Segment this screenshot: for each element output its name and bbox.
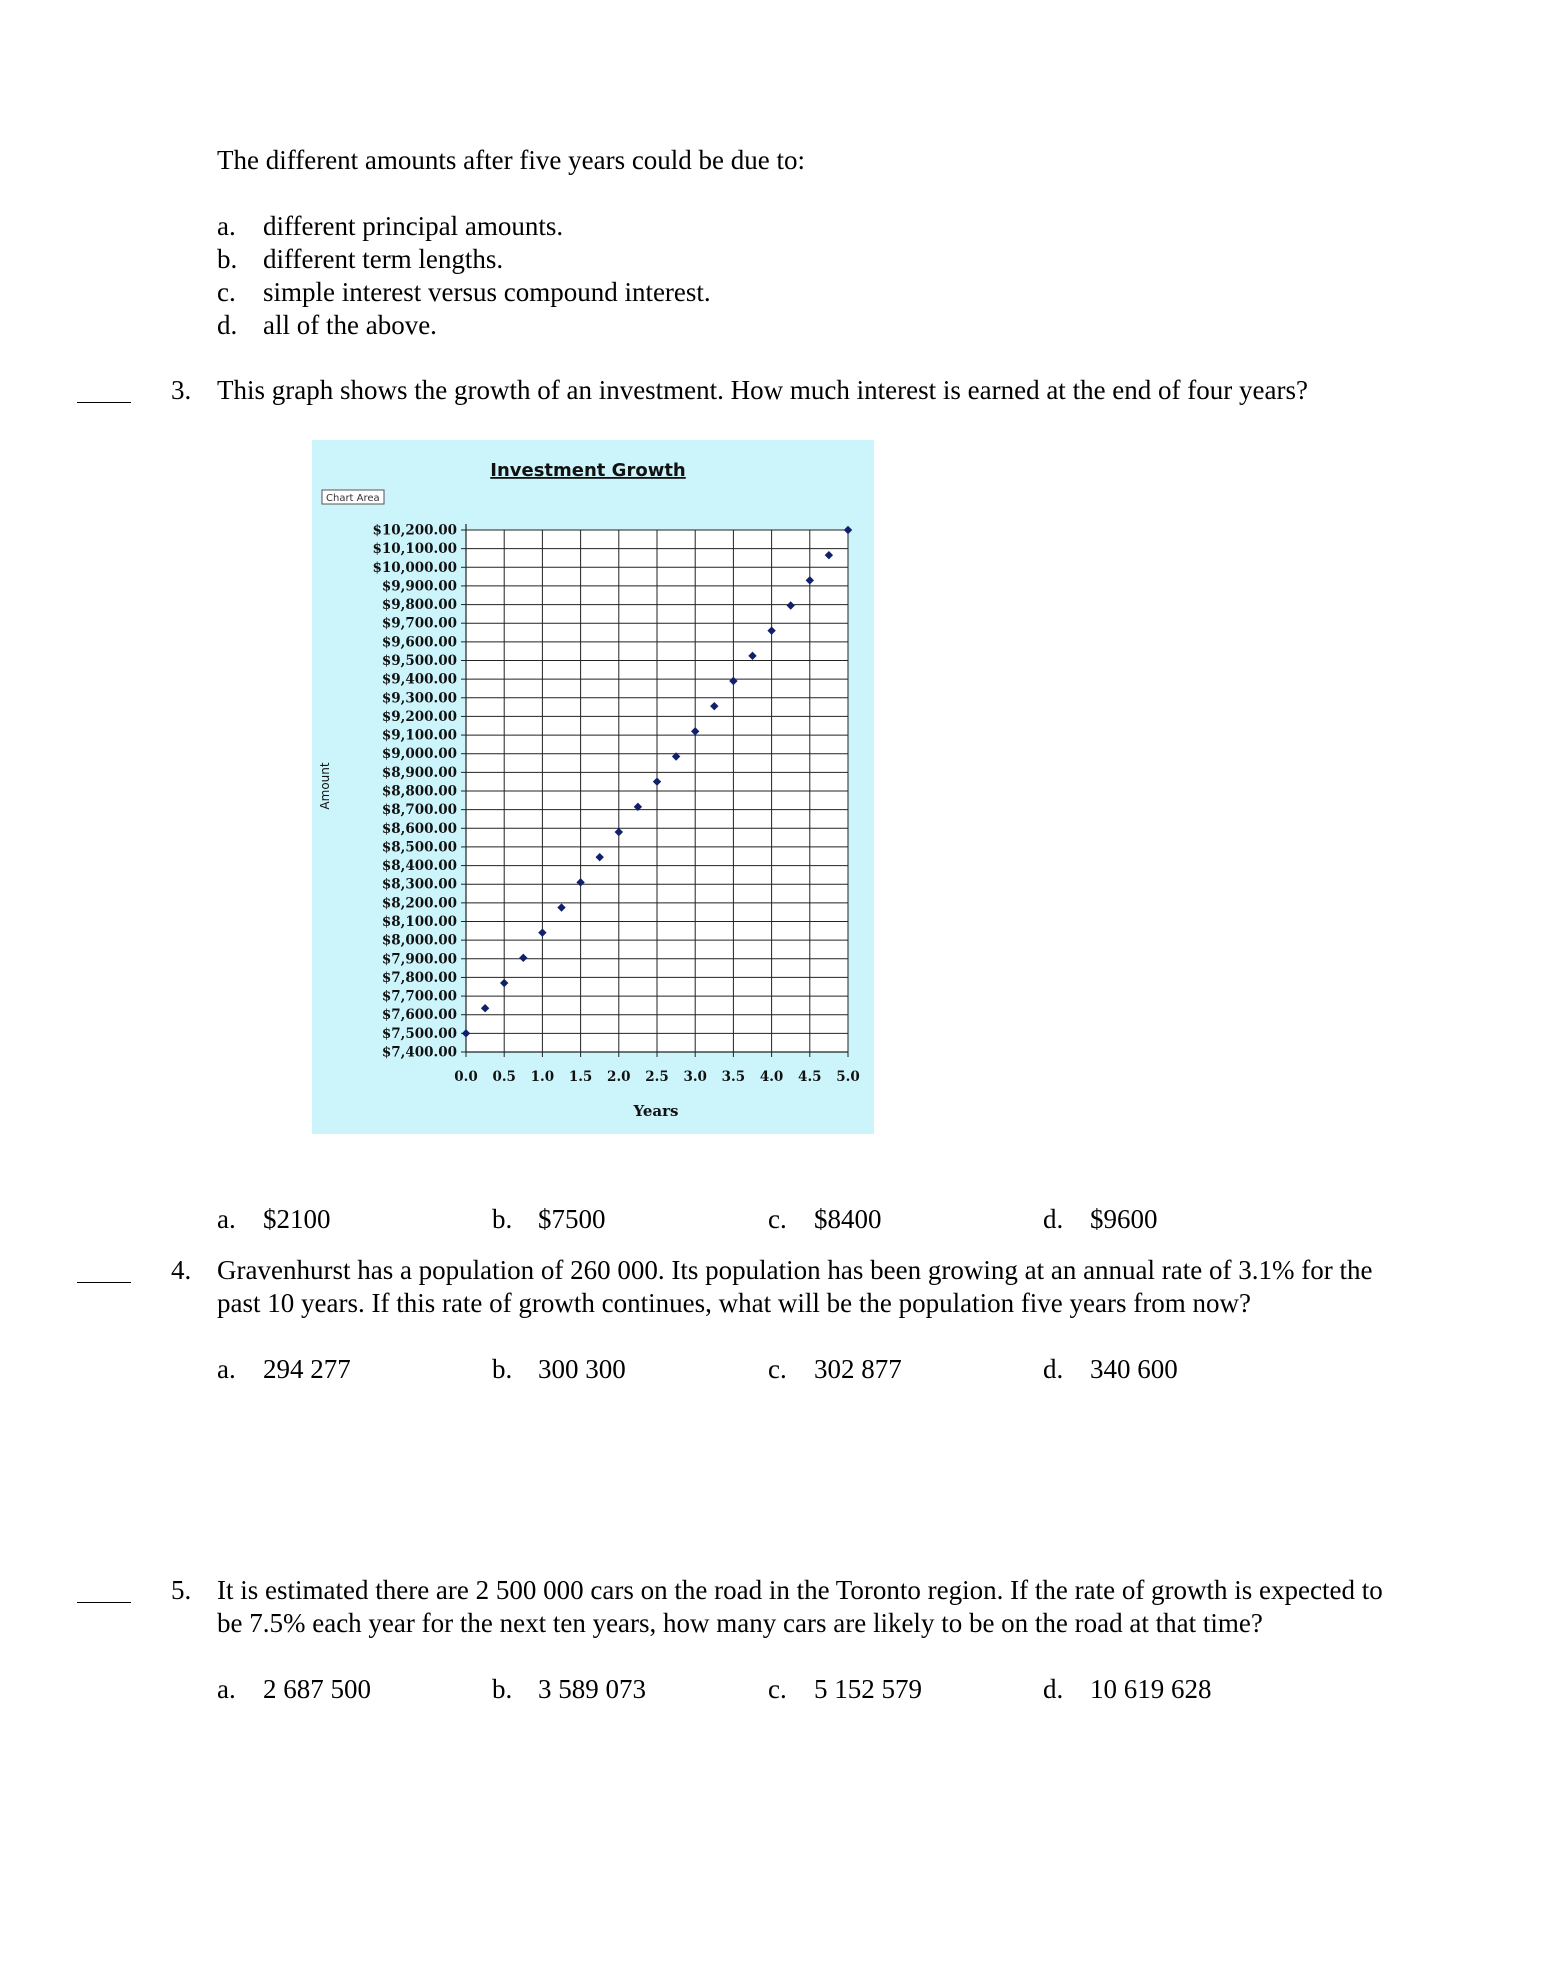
x-tick-label: 1.5 [568, 1069, 593, 1085]
x-tick-label: 4.0 [759, 1069, 784, 1085]
answer-text: $9600 [1090, 1204, 1158, 1234]
y-tick-label: $8,400.00 [381, 858, 457, 875]
option-text: different term lengths. [263, 244, 504, 274]
question-number: 3. [171, 375, 192, 405]
answer-blank-q5[interactable] [77, 1602, 131, 1603]
x-tick-label: 2.0 [607, 1069, 631, 1085]
x-tick-label: 4.5 [798, 1069, 822, 1085]
answer-letter: a. [217, 1674, 236, 1704]
answer-letter: c. [768, 1354, 787, 1384]
option-letter: c. [217, 277, 236, 307]
y-tick-label: $7,500.00 [381, 1025, 457, 1042]
y-tick-label: $9,400.00 [381, 671, 457, 688]
x-tick-label: 3.5 [721, 1069, 746, 1085]
x-tick-label: 0.5 [492, 1069, 516, 1085]
y-tick-label: $9,200.00 [381, 708, 457, 725]
answer-letter: a. [217, 1354, 236, 1384]
answer-text: 294 277 [263, 1354, 351, 1384]
y-axis-label: Amount [318, 762, 332, 810]
answer-letter: d. [1043, 1204, 1064, 1234]
y-tick-label: $10,200.00 [372, 522, 457, 539]
answer-text: $2100 [263, 1204, 331, 1234]
answer-text: 340 600 [1090, 1354, 1178, 1384]
answer-blank-q3[interactable] [77, 402, 131, 403]
y-tick-label: $9,700.00 [381, 615, 457, 632]
option-text: all of the above. [263, 310, 437, 340]
chart-area-tag: Chart Area [326, 493, 380, 504]
y-tick-label: $8,000.00 [381, 932, 457, 949]
answer-text: 5 152 579 [814, 1674, 922, 1704]
answer-letter: b. [492, 1354, 513, 1384]
intro-question: The different amounts after five years could be due to: [217, 145, 806, 175]
y-tick-label: $9,000.00 [381, 746, 457, 763]
y-tick-label: $9,500.00 [381, 653, 457, 669]
answer-text: 3 589 073 [538, 1674, 646, 1704]
answer-text: 10 619 628 [1090, 1674, 1212, 1704]
y-tick-label: $8,100.00 [381, 914, 457, 930]
answer-letter: a. [217, 1204, 236, 1234]
x-tick-label: 2.5 [645, 1069, 669, 1085]
answer-letter: c. [768, 1204, 787, 1234]
y-tick-label: $7,900.00 [381, 951, 457, 968]
answer-text: 2 687 500 [263, 1674, 371, 1704]
y-tick-label: $8,700.00 [381, 802, 457, 819]
option-letter: d. [217, 310, 238, 340]
y-tick-label: $8,300.00 [381, 876, 457, 893]
y-tick-label: $9,300.00 [381, 690, 457, 707]
x-axis-label: Years [633, 1102, 679, 1120]
y-tick-label: $7,700.00 [381, 988, 457, 1005]
y-tick-label: $7,400.00 [381, 1044, 457, 1061]
answer-text: 302 877 [814, 1354, 902, 1384]
y-tick-label: $8,800.00 [381, 783, 457, 800]
question-text-line2: be 7.5% each year for the next ten years, how many cars are likely to be on the road at that time? [217, 1608, 1263, 1638]
question-text-line1: Gravenhurst has a population of 260 000. Its population has been growing at an annual rate of 3.1% for the [217, 1255, 1373, 1285]
answer-blank-q4[interactable] [77, 1282, 131, 1283]
y-tick-label: $8,600.00 [381, 820, 457, 837]
answer-text: $8400 [814, 1204, 882, 1234]
answer-letter: d. [1043, 1354, 1064, 1384]
answer-letter: b. [492, 1674, 513, 1704]
chart-svg [312, 440, 874, 1134]
y-tick-label: $7,800.00 [381, 969, 457, 986]
answer-text: $7500 [538, 1204, 606, 1234]
question-number: 4. [171, 1255, 192, 1285]
y-tick-label: $9,900.00 [381, 578, 457, 595]
y-tick-label: $8,200.00 [381, 895, 457, 912]
option-letter: a. [217, 211, 236, 241]
investment-growth-chart [312, 440, 874, 1134]
question-text: This graph shows the growth of an investment. How much interest is earned at the end of four years? [217, 375, 1308, 405]
question-text-line1: It is estimated there are 2 500 000 cars on the road in the Toronto region. If the rate of growth is expected to [217, 1575, 1383, 1605]
answer-text: 300 300 [538, 1354, 626, 1384]
x-tick-label: 5.0 [836, 1069, 860, 1085]
y-tick-label: $10,100.00 [372, 541, 457, 558]
x-tick-label: 0.0 [454, 1069, 478, 1085]
answer-letter: b. [492, 1204, 513, 1234]
question-text-line2: past 10 years. If this rate of growth continues, what will be the population five years from now? [217, 1288, 1251, 1318]
answer-letter: c. [768, 1674, 787, 1704]
option-text: simple interest versus compound interest. [263, 277, 711, 307]
y-tick-label: $7,600.00 [381, 1007, 457, 1024]
y-tick-label: $8,900.00 [381, 764, 457, 781]
y-tick-label: $9,800.00 [381, 597, 457, 614]
x-tick-label: 1.0 [530, 1069, 555, 1085]
y-tick-label: $8,500.00 [381, 839, 457, 856]
y-tick-label: $9,600.00 [381, 634, 457, 651]
y-tick-label: $10,000.00 [372, 559, 457, 576]
answer-letter: d. [1043, 1674, 1064, 1704]
question-number: 5. [171, 1575, 192, 1605]
option-letter: b. [217, 244, 238, 274]
option-text: different principal amounts. [263, 211, 564, 241]
x-tick-label: 3.0 [683, 1069, 707, 1085]
y-tick-label: $9,100.00 [381, 727, 457, 744]
chart-title: Investment Growth [490, 460, 686, 481]
